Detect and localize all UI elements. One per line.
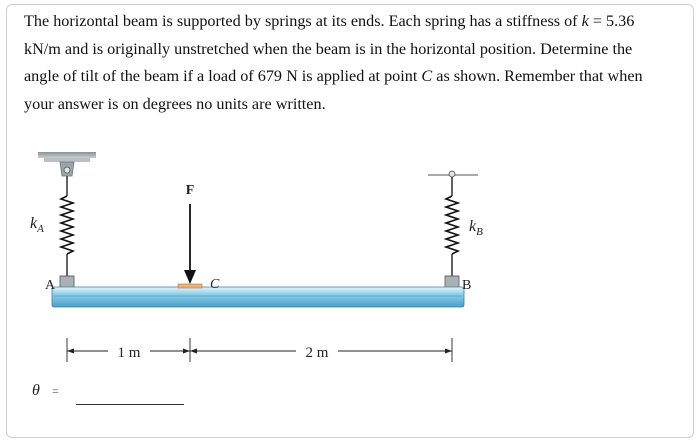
equals-sign: = <box>52 384 59 398</box>
support-left <box>38 152 96 176</box>
load-plate <box>178 284 202 288</box>
point-c-label: C <box>210 277 220 292</box>
theta-symbol: θ <box>32 382 40 399</box>
spring-b-label: $k_B$ <box>469 218 483 238</box>
force-label: F <box>185 183 195 198</box>
dimension-1m: 1 m <box>117 345 141 361</box>
spring-a <box>61 176 73 276</box>
problem-text-1: The horizontal beam is supported by springs at its ends. Each spring has a stiffness of <box>24 12 582 30</box>
problem-text-3: as shown. Remember that when your answer is on degrees no units are written. <box>24 67 643 113</box>
spring-a-label: $k_A$ <box>30 215 44 235</box>
spring-b <box>446 177 458 276</box>
support-right <box>428 171 478 177</box>
beam <box>52 287 464 307</box>
force-arrow <box>184 204 196 284</box>
problem-text-2: = 5.36 kN/m and is originally unstretched when the beam is in the horizontal position. Determine the angle of tilt of the beam if a load of 679 N is applied at point <box>24 12 635 85</box>
answer-input[interactable] <box>76 384 184 405</box>
point-a-label: A <box>45 278 56 293</box>
dimension-2m: 2 m <box>305 345 329 361</box>
stiffness-variable: k <box>581 12 589 30</box>
point-variable: C <box>421 67 433 85</box>
point-b-label: B <box>462 278 472 293</box>
